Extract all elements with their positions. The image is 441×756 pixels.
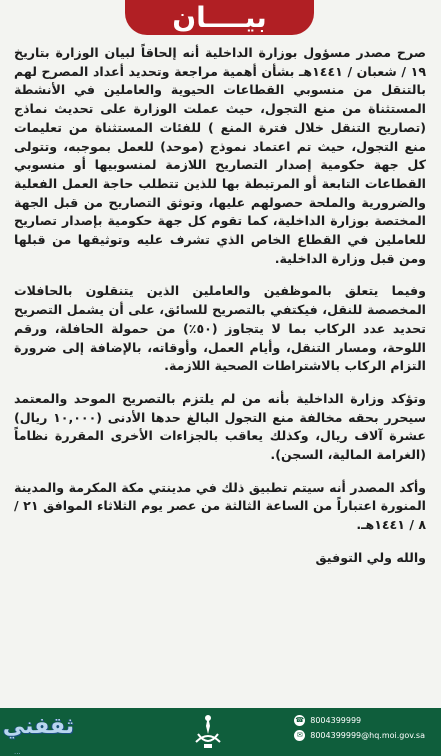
contact-info <box>294 713 425 743</box>
email-address[interactable]: 8004399999@hq.moi.gov.sa <box>310 731 425 740</box>
paragraph-1: صرح مصدر مسؤول بوزارة الداخلية أنه إلحاقاً لبيان الوزارة بتاريخ ١٩ / شعبان / ١٤٤١هـ بشأن أهمية مراجعة وتحديد أعداد المصرح لهم بالتنقل من منسوبي القطاعات الحيوية والعاملين في الأنشطة المستثناة من منع التجول، حيث عملت الوزارة على تحديث نماذج (تصاريح التنقل خلال فترة المنع ) للفئات المستثناة من تعليمات منع التجول، حيث تم اعتماد نموذج (موحد) للعمل بموجبه، وتتولى كل جهة حكومية إصدار التصاريح اللازمة لمنسوبيها أو منسوبي القطاعات التابعة أو المرتبطة بها للذين تتطلب حاجة العمل الفعلية والضرورية والملحة حصولهم عليها، وتوثق التصاريح من قبل الجهة المختصة بوزارة الداخلية، كما تقوم كل جهة حكومية بإصدار تصاريح للعاملين في القطاع الخاص الذي تشرف عليه وتوثيقها من قبلها ومن قبل وزارة الداخلية. <box>14 45 427 266</box>
watermark-subtitle: ... <box>14 748 21 756</box>
paragraph-2: وفيما يتعلق بالموظفين والعاملين الذين يتنقلون بالحافلات المخصصة للنقل، فيكتفي بالتصريح للسائق، على أن يشمل التصريح تحديد عدد الركاب بما لا يتجاوز (٥٠٪) من حمولة الحافلة، ورقم اللوحة، ومسار التنقل، وأيام العمل، وأوقاته، بالإضافة إلى ضرورة التزام الركاب بالاشتراطات الصحية اللازمة. <box>14 283 426 374</box>
closing-line: والله ولي التوفيق <box>315 549 426 565</box>
paragraph-3: وتؤكد وزارة الداخلية بأنه من لم يلتزم بالتصريح الموحد والمعتمد سيحرر بحقه مخالفة منع التجول البالغ حدها الأدنى (١٠,٠٠٠ ريال) عشرة آلاف ريال، وكذلك يعاقب بالجزاءات الأخرى المقررة نظاماً (الغرامة المالية، السجن). <box>14 390 426 463</box>
phone-icon: ☎ <box>295 716 305 724</box>
banner-title: بيــــان <box>172 1 267 34</box>
phone-row <box>294 713 425 728</box>
email-row <box>294 728 425 743</box>
site-watermark: ثقفني <box>2 714 74 739</box>
statement-body <box>14 44 426 582</box>
email-icon: ✉ <box>294 730 305 741</box>
phone-number[interactable]: 8004399999 <box>310 716 362 725</box>
paragraph-4: وأكد المصدر أنه سيتم تطبيق ذلك في مدينتي مكة المكرمة والمدينة المنورة اعتباراً من الساعة الثالثة من عصر يوم الثلاثاء الموافق ٢١ / ٨ / ١٤٤١هـ. <box>14 479 427 533</box>
saudi-emblem-icon <box>188 712 228 752</box>
statement-banner <box>125 0 314 35</box>
footer-bar <box>0 708 441 756</box>
